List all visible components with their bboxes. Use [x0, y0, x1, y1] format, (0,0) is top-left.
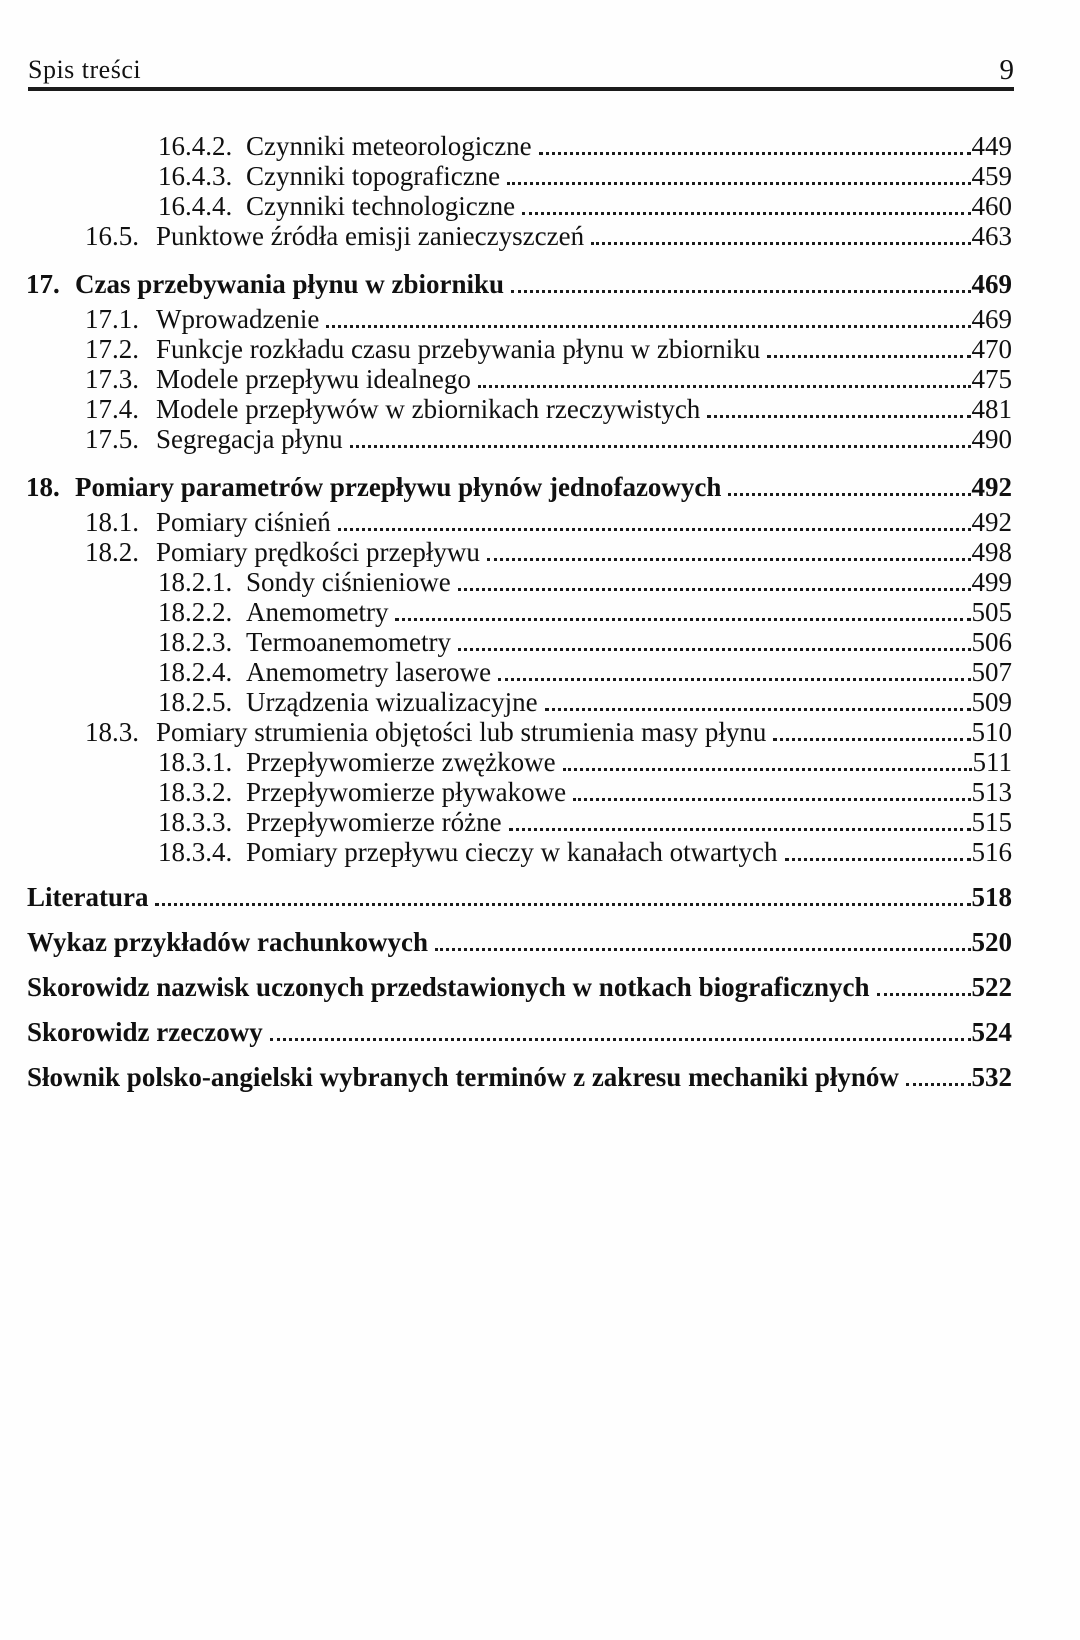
toc-entry-number: 17.4.	[85, 394, 139, 424]
toc-entry	[0, 424, 1080, 454]
dot-leader	[707, 415, 970, 418]
toc-entry	[0, 394, 1080, 424]
toc-entry	[0, 972, 1080, 1002]
toc-list	[0, 131, 1080, 1092]
toc-entry-title: Czas przebywania płynu w zbiorniku	[75, 269, 505, 299]
toc-entry-page: 469	[971, 304, 1012, 334]
toc-entry-number: 18.3.3.	[158, 807, 233, 837]
toc-entry-page: 509	[971, 687, 1012, 717]
toc-entry	[0, 777, 1080, 807]
toc-entry-title: Pomiary parametrów przepływu płynów jednofazowych	[75, 472, 722, 502]
toc-entry-title: Przepływomierze pływakowe	[246, 777, 567, 807]
toc-entry-title: Segregacja płynu	[156, 424, 343, 454]
dot-leader	[877, 993, 971, 996]
toc-entry-number: 18.2.	[85, 537, 139, 567]
toc-entry-page: 470	[971, 334, 1012, 364]
dot-leader	[591, 242, 970, 245]
toc-entry-title: Przepływomierze zwężkowe	[246, 747, 556, 777]
toc-entry	[0, 334, 1080, 364]
toc-entry	[0, 161, 1080, 191]
dot-leader	[435, 948, 970, 951]
dot-leader	[509, 828, 971, 831]
dot-leader	[507, 182, 970, 185]
toc-entry-title: Modele przepływu idealnego	[156, 364, 471, 394]
toc-entry	[0, 537, 1080, 567]
toc-entry-title: Wprowadzenie	[156, 304, 320, 334]
toc-entry-number: 17.1.	[85, 304, 139, 334]
dot-leader	[478, 385, 971, 388]
toc-entry-page: 511	[972, 747, 1012, 777]
toc-entry-page: 492	[971, 507, 1012, 537]
toc-entry-number: 16.4.3.	[158, 161, 233, 191]
toc-entry	[0, 837, 1080, 867]
dot-leader	[545, 708, 971, 711]
toc-entry	[0, 717, 1080, 747]
toc-entry-page: 513	[971, 777, 1012, 807]
toc-entry	[0, 472, 1080, 502]
toc-entry	[0, 882, 1080, 912]
toc-entry	[0, 657, 1080, 687]
toc-entry-title: Modele przepływów w zbiornikach rzeczywistych	[156, 394, 701, 424]
page-number: 9	[999, 54, 1014, 86]
toc-entry-title: Skorowidz nazwisk uczonych przedstawionych w notkach biograficznych	[27, 972, 870, 1002]
toc-entry-page: 498	[971, 537, 1012, 567]
dot-leader	[728, 493, 970, 496]
dot-leader	[395, 618, 970, 621]
toc-entry-title: Termoanemometry	[246, 627, 452, 657]
toc-entry-number: 18.1.	[85, 507, 139, 537]
dot-leader	[458, 588, 971, 591]
toc-entry	[0, 747, 1080, 777]
toc-entry-page: 520	[971, 927, 1012, 957]
toc-entry-page: 507	[971, 657, 1012, 687]
toc-entry-number: 18.3.1.	[158, 747, 233, 777]
toc-entry-number: 16.4.4.	[158, 191, 233, 221]
toc-entry-number: 18.2.3.	[158, 627, 233, 657]
toc-entry-number: 17.5.	[85, 424, 139, 454]
toc-entry-page: 515	[971, 807, 1012, 837]
toc-entry-title: Czynniki topograficzne	[246, 161, 501, 191]
toc-entry-page: 506	[971, 627, 1012, 657]
toc-entry-title: Czynniki meteorologiczne	[246, 131, 532, 161]
dot-leader	[563, 768, 972, 771]
dot-leader	[498, 678, 970, 681]
toc-entry-page: 463	[971, 221, 1012, 251]
dot-leader	[338, 528, 971, 531]
toc-entry-title: Anemometry	[246, 597, 389, 627]
toc-entry	[0, 807, 1080, 837]
toc-entry-page: 469	[971, 269, 1012, 299]
dot-leader	[785, 858, 971, 861]
toc-entry-title: Pomiary ciśnień	[156, 507, 331, 537]
toc-entry-page: 532	[971, 1062, 1012, 1092]
toc-entry-number: 17.3.	[85, 364, 139, 394]
toc-entry	[0, 567, 1080, 597]
toc-entry-page: 481	[971, 394, 1012, 424]
toc-entry-number: 18.3.4.	[158, 837, 233, 867]
toc-entry-title: Pomiary prędkości przepływu	[156, 537, 480, 567]
dot-leader	[458, 648, 970, 651]
page-title: Spis treści	[28, 55, 142, 84]
toc-entry-page: 490	[971, 424, 1012, 454]
toc-entry-title: Pomiary strumienia objętości lub strumienia masy płynu	[156, 717, 767, 747]
toc-entry	[0, 597, 1080, 627]
toc-entry-title: Pomiary przepływu cieczy w kanałach otwartych	[246, 837, 778, 867]
toc-entry-page: 499	[971, 567, 1012, 597]
toc-entry-number: 16.4.2.	[158, 131, 233, 161]
toc-entry-title: Funkcje rozkładu czasu przebywania płynu w zbiorniku	[156, 334, 761, 364]
toc-entry-number: 18.3.2.	[158, 777, 233, 807]
toc-entry-page: 518	[971, 882, 1012, 912]
toc-entry-number: 18.2.1.	[158, 567, 233, 597]
dot-leader	[326, 325, 970, 328]
dot-leader	[906, 1083, 971, 1086]
dot-leader	[270, 1038, 971, 1041]
dot-leader	[539, 152, 971, 155]
dot-leader	[487, 558, 971, 561]
toc-entry-title: Przepływomierze różne	[246, 807, 502, 837]
toc-entry-number: 16.5.	[85, 221, 139, 251]
toc-entry-number: 18.2.5.	[158, 687, 233, 717]
dot-leader	[573, 798, 970, 801]
toc-entry	[0, 1017, 1080, 1047]
dot-leader	[767, 355, 970, 358]
toc-entry-title: Anemometry laserowe	[246, 657, 492, 687]
toc-entry	[0, 927, 1080, 957]
toc-entry-title: Literatura	[27, 882, 149, 912]
toc-entry	[0, 191, 1080, 221]
page-header	[28, 56, 1014, 91]
toc-entry-title: Czynniki technologiczne	[246, 191, 516, 221]
dot-leader	[350, 445, 971, 448]
toc-entry-number: 18.2.2.	[158, 597, 233, 627]
dot-leader	[773, 738, 970, 741]
toc-entry-number: 18.2.4.	[158, 657, 233, 687]
toc-entry-page: 505	[971, 597, 1012, 627]
toc-entry-title: Skorowidz rzeczowy	[27, 1017, 263, 1047]
toc-entry-page: 516	[971, 837, 1012, 867]
toc-entry-page: 522	[971, 972, 1012, 1002]
toc-entry	[0, 627, 1080, 657]
toc-entry-title: Punktowe źródła emisji zanieczyszczeń	[156, 221, 585, 251]
toc-entry-title: Słownik polsko-angielski wybranych terminów z zakresu mechaniki płynów	[27, 1062, 899, 1092]
toc-entry-page: 492	[971, 472, 1012, 502]
toc-entry	[0, 131, 1080, 161]
toc-entry	[0, 221, 1080, 251]
dot-leader	[522, 212, 970, 215]
toc-entry-page: 459	[971, 161, 1012, 191]
toc-entry	[0, 364, 1080, 394]
toc-entry-title: Urządzenia wizualizacyjne	[246, 687, 538, 717]
toc-entry-page: 475	[971, 364, 1012, 394]
toc-entry-page: 460	[971, 191, 1012, 221]
toc-entry-title: Wykaz przykładów rachunkowych	[27, 927, 429, 957]
toc-entry-page: 524	[971, 1017, 1012, 1047]
toc-entry-number: 17.	[26, 269, 60, 299]
toc-entry-number: 18.3.	[85, 717, 139, 747]
toc-entry	[0, 269, 1080, 299]
toc-entry-title: Sondy ciśnieniowe	[246, 567, 451, 597]
dot-leader	[511, 290, 970, 293]
dot-leader	[155, 903, 970, 906]
toc-entry-number: 17.2.	[85, 334, 139, 364]
toc-entry	[0, 304, 1080, 334]
toc-entry	[0, 687, 1080, 717]
toc-entry-page: 449	[971, 131, 1012, 161]
toc-entry	[0, 1062, 1080, 1092]
toc-entry-number: 18.	[26, 472, 60, 502]
toc-entry	[0, 507, 1080, 537]
toc-entry-page: 510	[971, 717, 1012, 747]
